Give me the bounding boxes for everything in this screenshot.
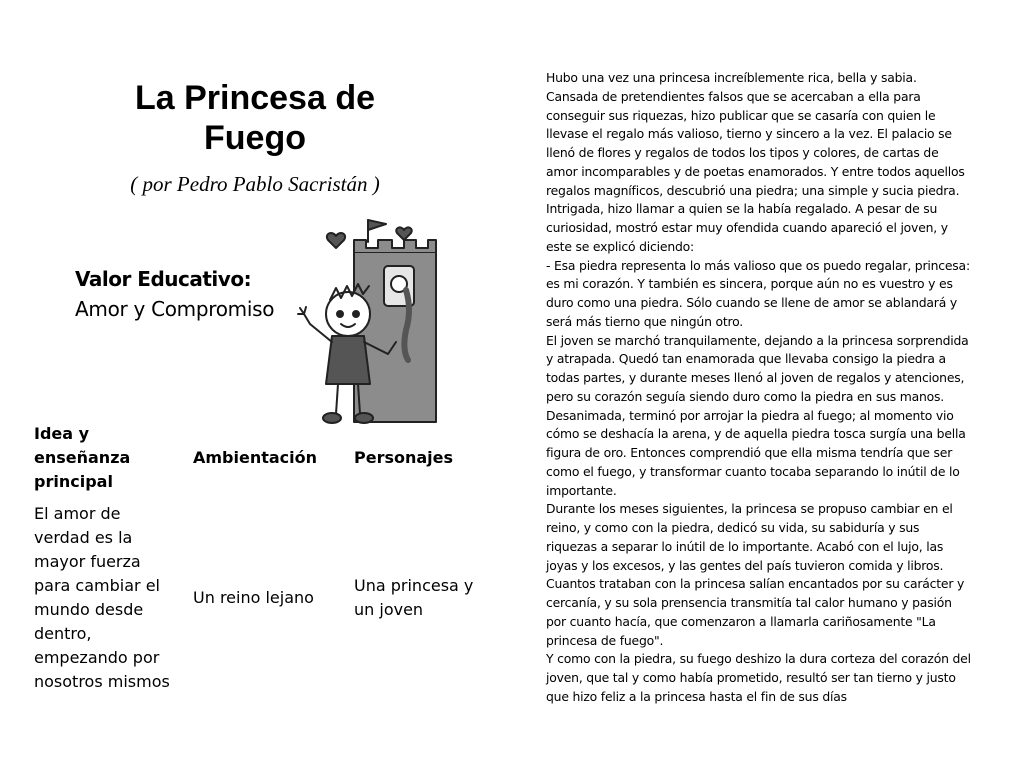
educational-value-text: Amor y Compromiso — [75, 297, 275, 321]
story-paragraph: Y como con la piedra, su fuego deshizo la dura corteza del corazón del joven, que tal y como había prometido, resultó ser tan tierno y justo que hizo feliz a la princesa hasta el fin de sus días — [546, 651, 971, 704]
princess-prince-castle-illustration — [296, 214, 446, 439]
story-summary-table — [26, 418, 497, 698]
header-main-idea: Idea y enseñanza principal — [34, 424, 131, 491]
table-header-row — [26, 418, 497, 498]
story-paragraph: Hubo una vez una princesa increíblemente rica, bella y sabia. Cansada de pretendientes falsos que se acercaban a ella para conseguir sus riquezas, hizo publicar que se casaría con quien le llevase el regalo más valioso, tierno y sincero a la vez. El palacio se llenó de flores y regalos de todos los tipos y colores, de cartas de amor incomparables y de poetas enamorados. Y entre todos aquellos regalos magníficos, descubrió una piedra; una simple y sucia piedra. Intrigada, hizo llamar a quien se la había regalado. A pesar de su curiosidad, mostró estar muy ofendida cuando apareció el joven, y este se explicó diciendo: — [546, 70, 965, 254]
educational-value — [75, 264, 274, 324]
page-title: La Princesa de Fuego — [134, 79, 375, 157]
header-setting: Ambientación — [193, 448, 318, 467]
cell-characters: Una princesa y un joven — [354, 576, 474, 619]
story-text — [546, 69, 971, 707]
story-paragraph: - Esa piedra representa lo más valioso que os puedo regalar, princesa: es mi corazón. Y también es sincera, porque aún no es vuestro y es duro como una piedra. Sólo cuando se llene de amor se ablandará y será más tierno que ningún otro. — [546, 257, 970, 329]
story-paragraph: El joven se marchó tranquilamente, dejando a la princesa sorprendida y atrapada. Quedó tan enamorada que llevaba consigo la piedra a todas partes, y durante meses llenó al joven de regalos y atenciones, pero su corazón seguía siendo duro como la piedra en sus manos. Desanimada, terminó por arrojar la piedra al fuego; al momento vio cómo se deshacía la arena, y de aquella piedra tosca surgía una bella figura de oro. Entonces comprendió que ella misma tendría que ser como el fuego, y transformar cuanto tocaba separando lo inútil de lo importante. — [546, 332, 969, 498]
cell-main-idea: El amor de verdad es la mayor fuerza para cambiar el mundo desde dentro, empezando por nosotros mismos — [34, 504, 170, 691]
educational-value-label: Valor Educativo: — [75, 267, 252, 291]
header-characters: Personajes — [354, 448, 454, 467]
cell-setting: Un reino lejano — [193, 588, 314, 607]
table-row — [26, 498, 497, 698]
story-paragraph: Durante los meses siguientes, la princesa se propuso cambiar en el reino, y como con la piedra, dedicó su vida, su sabiduría y sus riquezas a separar lo inútil de lo importante. Acabó con el lujo, las joyas y los excesos, y las gentes del país tuvieron comida y libros. Cuantos trataban con la princesa salían encantados por su carácter y cercanía, y su sola prensencia transmitía tal calor humano y pasión por cuanto hacía, que comenzaron a llamarla cariñosamente "La princesa de fuego". — [546, 501, 965, 648]
author-byline: ( por Pedro Pablo Sacristán ) — [130, 172, 380, 196]
